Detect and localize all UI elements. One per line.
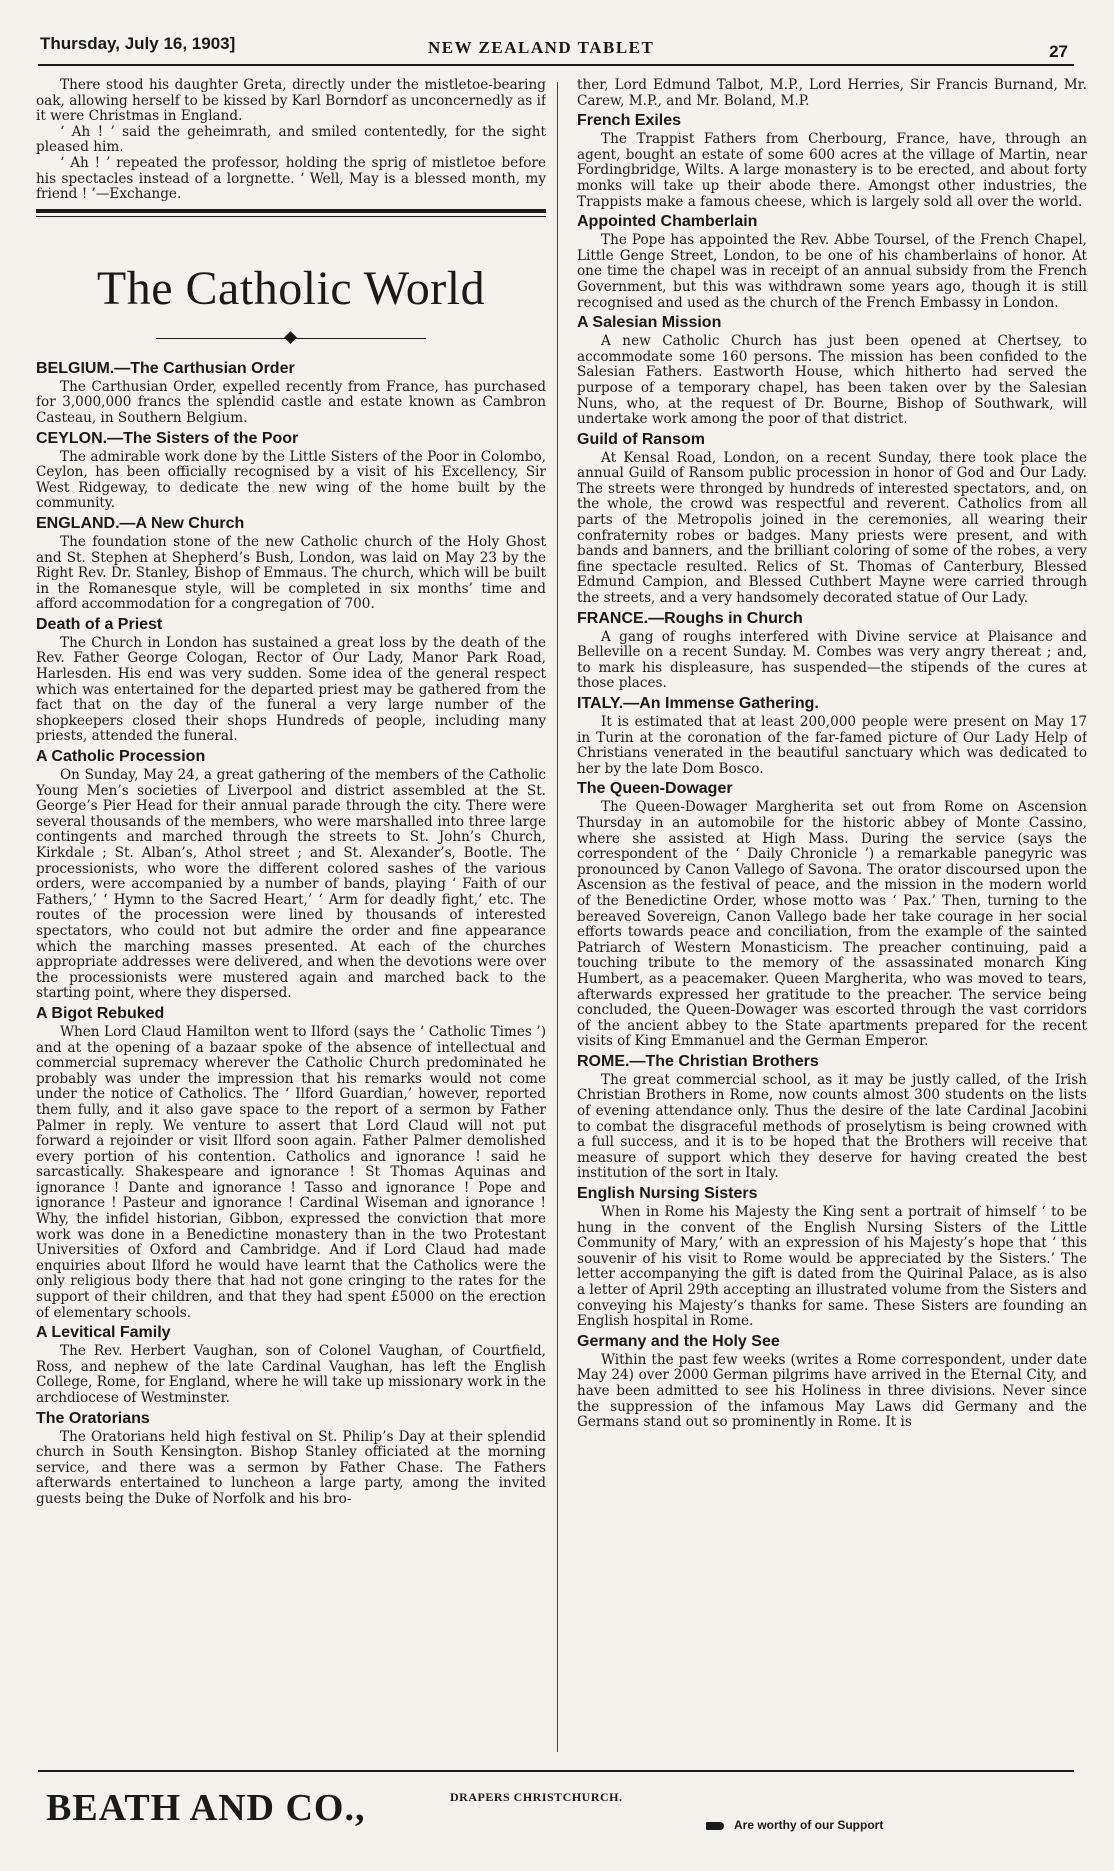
article-paragraph: The Pope has appointed the Rev. Abbe Toursel, of the French Chapel, Little Genge Street, London, to be one of his chamberlains of honor. At one time the chapel was in receipt of an annual subsidy from the French Government, but this was withdrawn some years ago, though it is still recognised and used as the church of the French Embassy in London. [577,232,1087,311]
article-heading: Death of a Priest [36,615,163,633]
article-paragraph: A gang of roughs interfered with Divine service at Plaisance and Belleville on a recent Sunday. M. Combes was very angry thereat ; and, to mark his displeasure, has suspended—the stipends of the cures at those places. [577,628,1087,692]
footer-trade: DRAPERS CHRISTCHURCH. [450,1790,623,1804]
article-paragraph: The Oratorians held high festival on St. Philip’s Day at their splendid church in South Kensington. Bishop Stanley officiated at the morning service, and there was a sermon by Father Chase. The Fathers afterwards entertained to luncheon a large party, among the invited guests being the Duke of Norfolk and his bro- [36,1428,546,1507]
footer-slogan-wrap [706,1818,883,1832]
page-number: 27 [1049,42,1068,61]
article-heading: English Nursing Sisters [577,1185,758,1203]
section-rule-thick [36,209,546,213]
article-heading: A Levitical Family [36,1324,171,1342]
article-paragraph: The foundation stone of the new Catholic church of the Holy Ghost and St. Stephen at Shepherd’s Bush, London, was laid on May 23 by the Right Rev. Dr. Stanley, Bishop of Emmaus. The church, which will be built in the Romanesque style, will be completed in six months’ time and afford accommodation for a congregation of 700. [36,533,546,613]
intro-paragraph: ‘ Ah ! ’ repeated the professor, holding the sprig of mistletoe before his spectacles instead of a lorgnette. ‘ Well, May is a blessed month, my friend ! ’—Exchange. [36,154,546,203]
article-paragraph: On Sunday, May 24, a great gathering of the members of the Catholic Young Men’s societies of Liverpool and district assembled at the St. George’s Pier Head for their annual parade through the city. There were several thousands of the members, who were marshalled into three large contingents and marched through the streets to St. John’s Church, Kirkdale ; St. Alban’s, Athol street ; and St. Alexander’s, Bootle. The processionists, who wore the different colored sashes of the various orders, were accompanied by a number of bands, playing ‘ Faith of our Fathers,’ ‘ Hymn to the Sacred Heart,’ ‘ Arm for deadly fight,’ etc. The routes of the procession were lined by thousands of interested spectators, who could not but admire the order and fine appearance which the marching masses presented. At each of the churches appropriate addresses were delivered, and when the devotions were over the processionists were mustered again and marched back to the starting point, where they dispersed. [36,767,546,1002]
article-heading: FRANCE.—Roughs in Church [577,609,803,627]
article-heading: Germany and the Holy See [577,1332,780,1350]
section-rule-thin [36,216,546,217]
intro-paragraph: ‘ Ah ! ’ said the geheimrath, and smiled contentedly, for the sight pleased him. [36,123,546,156]
article-paragraph: At Kensal Road, London, on a recent Sunday, there took place the annual Guild of Ransom public procession in honor of God and Our Lady. The streets were thronged by hundreds of interested spectators, and, on the whole, the crowd was respectful and reverent. Catholics from all parts of the Metropolis joined in the ceremonies, all wearing their confraternity robes or badges. Many priests were present, and with bands and banners, and the brilliant coloring of some of the robes, a very fine spectacle resulted. Relics of St. Thomas of Canterbury, Blessed Edmund Campion, and Blessed Cuthbert Mayne were carried through the streets, and a very handsomely decorated statue of Our Lady. [577,449,1087,607]
article-paragraph: The Rev. Herbert Vaughan, son of Colonel Vaughan, of Courtfield, Ross, and nephew of the late Cardinal Vaughan, has left the English College, Rome, for England, where he will take up missionary work in the archdiocese of Westminster. [36,1343,546,1406]
article-paragraph: When Lord Claud Hamilton went to Ilford (says the ‘ Catholic Times ’) and at the opening of a bazaar spoke of the absence of intellectual and commercial supremacy wherever the Catholic Church predominated he probably was under the impression that his remarks would not come under the notice of Catholics. The ‘ Ilford Guardian,’ however, reported them fully, and it also gave space to the report of a sermon by Father Palmer in reply. We venture to assert that Lord Claud will not put forward a rejoinder or visit Ilford soon again. Father Palmer demolished every portion of his contention. Catholics and ignorance ! said he sarcastically. Shakespeare and ignorance ! St Thomas Aquinas and ignorance ! Dante and ignorance ! Tasso and ignorance ! Pope and ignorance ! Pasteur and ignorance ! Cardinal Wiseman and ignorance ! Why, the infidel historian, Gibbon, expressed the conviction that more work was done in a Benedictine monastery than in the two Protestant Universities of Oxford and Cambridge. And if Lord Claud had made enquiries about Ilford he would have learnt that the Catholics were the only religious body there that had not gone cringing to the rates for the support of their children, and that they had spent £5000 on the erection of elementary schools. [36,1023,546,1321]
footer-rule [38,1770,1074,1772]
article-heading: Guild of Ransom [577,430,705,448]
article-heading: CEYLON.—The Sisters of the Poor [36,429,299,447]
intro-paragraph: There stood his daughter Greta, directly under the mistletoe-bearing oak, allowing herself to be kissed by Karl Borndorf as unconcernedly as if it were Christmas in England. [36,78,546,125]
diamond-icon [284,331,297,344]
article-paragraph: The great commercial school, as it may be justly called, of the Irish Christian Brothers in Rome, now counts almost 300 students on the lists of evening attendance only. Thus the desire of the late Cardinal Jacobini to combat the disgraceful methods of proselytism is being crowned with a full success, and it is to be hoped that the Brothers will receive that measure of support which they deserve for having created the best institution of the sort in Italy. [577,1071,1087,1182]
column-divider [557,82,558,1752]
article-heading: Appointed Chamberlain [577,213,758,231]
article-heading: BELGIUM.—The Carthusian Order [36,359,295,377]
ornament-rule [156,331,426,347]
article-heading: ITALY.—An Immense Gathering. [577,695,819,712]
article-heading: French Exiles [577,112,682,130]
left-column [36,78,546,1758]
right-column [577,78,1087,1758]
page-header [38,20,1074,66]
header-title: NEW ZEALAND TABLET [428,38,655,57]
article-heading: ENGLAND.—A New Church [36,514,245,532]
article-heading: The Queen-Dowager [577,780,733,798]
article-paragraph: The Church in London has sustained a great loss by the death of the Rev. Father George Cologan, Rector of Our Lady, Manor Park Road, Harlesden. His end was very sudden. Some idea of the general respect which was entertained for the departed priest may be gathered from the fact that on the day of the funeral a very large number of the shopkeepers closed their shops Hundreds of people, including many priests, attended the funeral. [36,634,546,745]
article-paragraph: The Queen-Dowager Margherita set out from Rome on Ascension Thursday in an automobile for the historic abbey of Monte Cassino, where she assisted at High Mass. During the service (says the correspondent of the ‘ Daily Chronicle ’) a remarkable panegyric was pronounced by Canon Vallego of Savona. The orator discoursed upon the Ascension as the festival of peace, and the mission in the modern world of the Benedictine Order, whose motto was ‘ Pax.’ Then, turning to the bereaved Sovereign, Canon Vallego bade her take courage in her social efforts towards peace and conciliation, from the example of the sainted Patriarch of Western Monasticism. The preacher continuing, paid a touching tribute to the memory of the assassinated monarch King Humbert, as a peacemaker. Queen Margherita, who was moved to tears, afterwards expressed her gratitude to the preacher. The service being concluded, the Queen-Dowager was escorted through the vast corridors of the ancient abbey to the State apartments prepared for the recent visits of King Emmanuel and the German Emperor. [577,799,1087,1050]
article-heading: A Bigot Rebuked [36,1004,165,1022]
header-date: Thursday, July 16, 1903] [40,34,236,53]
article-paragraph: Within the past few weeks (writes a Rome correspondent, under date May 24) over 2000 German pilgrims have arrived in the Eternal City, and have been admitted to see his Holiness in three divisions. Never since the suppression of the infamous May Laws did Germany and the Germans stand out so prominently in Rome. It is [577,1351,1087,1431]
article-paragraph: The Carthusian Order, expelled recently from France, has purchased for 3,000,000 francs the splendid castle and estate known as Cambron Casteau, in Southern Belgium. [36,378,546,426]
article-heading: ROME.—The Christian Brothers [577,1052,819,1070]
footer-slogan: Are worthy of our Support [734,1818,884,1832]
article-paragraph: A new Catholic Church has just been opened at Chertsey, to accommodate some 160 persons. The mission has been confided to the Salesian Fathers. Eastworth House, which hitherto had served the purpose of a temporary chapel, has been taken over by the Salesian Nuns, who, at the request of Dr. Bourne, Bishop of Southwark, will undertake work among the poor of that district. [577,333,1087,428]
article-heading: The Oratorians [36,1409,150,1427]
continued-paragraph: ther, Lord Edmund Talbot, M.P., Lord Herries, Sir Francis Burnand, Mr. Carew, M.P., and Mr. Boland, M.P. [577,78,1087,109]
footer-advertiser: BEATH AND CO., [46,1787,366,1829]
section-title: The Catholic World [96,261,486,315]
article-paragraph: It is estimated that at least 200,000 people were present on May 17 in Turin at the coronation of the far-famed picture of Our Lady Help of Christians venerated in the beautiful sanctuary which was dedicated to her by the late Dom Bosco. [577,714,1087,777]
pointing-hand-icon [706,1822,724,1830]
article-paragraph: When in Rome his Majesty the King sent a portrait of himself ‘ to be hung in the convent of the English Nursing Sisters of the Little Community of Mary,’ with an expression of his Majesty’s hope that ‘ this souvenir of his visit to Rome would be appreciated by the Sisters.’ The letter accompanying the gift is dated from the Quirinal Palace, as is also a letter of April 29th accepting an illustrated volume from the Sisters and conveying his Majesty’s thanks for same. These Sisters are founding an English hospital in Rome. [577,1204,1087,1330]
article-heading: A Catholic Procession [36,748,206,766]
article-heading: A Salesian Mission [577,314,722,332]
article-paragraph: The admirable work done by the Little Sisters of the Poor in Colombo, Ceylon, has been officially recognised by a visit of his Excellency, Sir West Ridgeway, to dedicate the new wing of the home built by the community. [36,448,546,512]
article-paragraph: The Trappist Fathers from Cherbourg, France, have, through an agent, bought an estate of some 600 acres at the village of Martin, near Fordingbridge, Wilts. A large monastery is to be erected, and about forty monks will take up their abode there. Amongst other industries, the Trappists make a famous cheese, which is largely sold all over the world. [577,131,1087,210]
